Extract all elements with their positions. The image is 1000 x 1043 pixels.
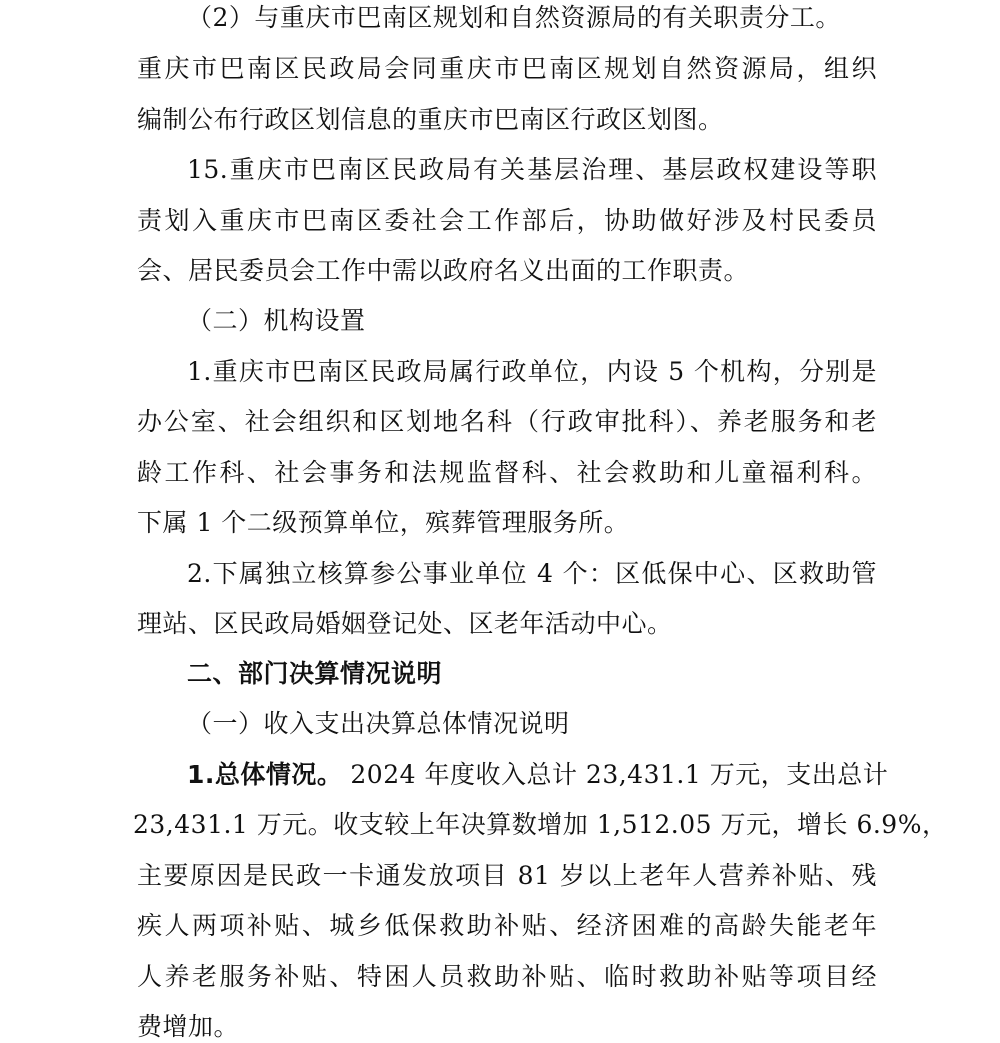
paragraph-line: 主要原因是民政一卡通发放项目 81 岁以上老年人营养补贴、残 xyxy=(137,861,877,890)
paragraph-line: 编制公布行政区划信息的重庆市巴南区行政区划图。 xyxy=(137,105,724,134)
paragraph-line: 下属 1 个二级预算单位，殡葬管理服务所。 xyxy=(137,508,630,537)
paragraph-line: 办公室、社会组织和区划地名科（行政审批科）、养老服务和老 xyxy=(137,407,877,436)
paragraph-line: 人养老服务补贴、特困人员救助补贴、临时救助补贴等项目经 xyxy=(137,962,877,991)
paragraph-line: 1.重庆市巴南区民政局属行政单位，内设 5 个机构，分别是 xyxy=(187,357,877,386)
paragraph-line: 会、居民委员会工作中需以政府名义出面的工作职责。 xyxy=(137,256,750,285)
section-heading: （一）收入支出决算总体情况说明 xyxy=(187,709,570,738)
section-heading: （二）机构设置 xyxy=(187,306,366,335)
paragraph-line: 重庆市巴南区民政局会同重庆市巴南区规划自然资源局，组织 xyxy=(137,54,877,83)
paragraph-line: 责划入重庆市巴南区委社会工作部后，协助做好涉及村民委员 xyxy=(137,206,877,235)
lead-in-rest: 2024 年度收入总计 23,431.1 万元，支出总计 xyxy=(350,760,889,789)
paragraph-line: 龄工作科、社会事务和法规监督科、社会救助和儿童福利科。 xyxy=(137,458,877,487)
paragraph-line: 费增加。 xyxy=(137,1012,240,1041)
paragraph-line: （2）与重庆市巴南区规划和自然资源局的有关职责分工。 xyxy=(187,3,841,32)
paragraph-line xyxy=(187,760,889,790)
paragraph-line: 2.下属独立核算参公事业单位 4 个：区低保中心、区救助管 xyxy=(187,559,877,588)
paragraph-line: 理站、区民政局婚姻登记处、区老年活动中心。 xyxy=(137,609,673,638)
paragraph-line: 疾人两项补贴、城乡低保救助补贴、经济困难的高龄失能老年 xyxy=(137,911,877,940)
lead-in-bold: 1.总体情况。 xyxy=(187,760,343,789)
paragraph-line: 23,431.1 万元。收支较上年决算数增加 1,512.05 万元，增长 6.9%， xyxy=(133,810,948,839)
paragraph-line: 15.重庆市巴南区民政局有关基层治理、基层政权建设等职 xyxy=(187,155,877,184)
chapter-heading: 二、部门决算情况说明 xyxy=(187,659,443,688)
